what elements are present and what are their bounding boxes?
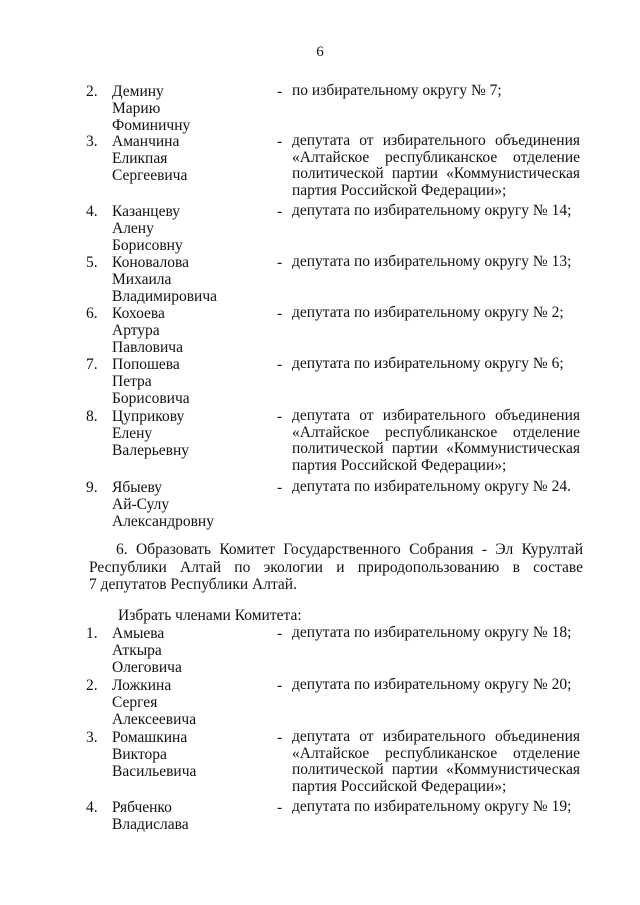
- description-line: депутата по избирательному округу № 20;: [292, 676, 572, 693]
- item-number: 3.: [86, 133, 98, 150]
- name-line: Марию: [112, 100, 161, 117]
- elect-label: Избрать членами Комитета:: [118, 607, 302, 624]
- name-line: Сергея: [112, 694, 158, 711]
- name-line: Кохоева: [112, 305, 165, 322]
- name-line: Ложкина: [112, 677, 172, 694]
- description-line: депутата от избирательного объединения: [292, 407, 580, 424]
- description-line: «Алтайское республиканское отделение: [292, 148, 580, 166]
- name-line: Васильевича: [112, 763, 197, 780]
- name-line: Петра: [112, 373, 152, 390]
- name-line: Виктора: [112, 746, 167, 763]
- item-number: 6.: [86, 305, 98, 322]
- member-name: [112, 305, 262, 356]
- name-line: Фоминичну: [112, 117, 191, 134]
- member-description: [292, 729, 580, 795]
- description-line: партия Российской Федерации»;: [292, 181, 507, 199]
- name-line: Ябыеву: [112, 479, 163, 496]
- name-line: Валерьевну: [112, 442, 190, 459]
- name-line: Елену: [112, 425, 153, 442]
- name-line: Ай-Сулу: [112, 496, 170, 513]
- description-line: партия Российской Федерации»;: [292, 777, 507, 795]
- description-line: депутата по избирательному округу № 2;: [292, 304, 564, 321]
- paragraph-line: 6. Образовать Комитет Государственного Собрания - Эл Курултай: [116, 541, 583, 558]
- description-line: депутата по избирательному округу № 24.: [292, 478, 571, 495]
- dash-separator: -: [277, 356, 283, 373]
- description-line: «Алтайское республиканское отделение: [292, 744, 580, 762]
- description-line: депутата по избирательному округу № 18;: [292, 624, 572, 641]
- dash-separator: -: [277, 305, 283, 322]
- dash-separator: -: [277, 133, 283, 150]
- item-number: 4.: [86, 203, 98, 220]
- member-name: [112, 356, 262, 407]
- description-line: политической партии «Коммунистическая: [292, 165, 580, 182]
- member-description: [292, 305, 580, 322]
- name-line: Александровну: [112, 513, 214, 530]
- name-line: Михаила: [112, 271, 172, 288]
- item-number: 1.: [86, 625, 98, 642]
- name-line: Попошева: [112, 356, 180, 373]
- member-name: [112, 677, 262, 728]
- dash-separator: -: [277, 254, 283, 271]
- description-line: депутата по избирательному округу № 19;: [292, 798, 572, 815]
- member-description: [292, 254, 580, 271]
- name-line: Алексеевича: [112, 711, 197, 728]
- item-number: 4.: [86, 799, 98, 816]
- item-number: 2.: [86, 83, 98, 100]
- member-name: [112, 83, 262, 134]
- member-name: [112, 729, 262, 780]
- name-line: Демину: [112, 83, 164, 100]
- member-description: [292, 83, 580, 100]
- dash-separator: -: [277, 729, 283, 746]
- member-name: [112, 133, 262, 184]
- member-name: [112, 408, 262, 459]
- name-line: Ромашкина: [112, 729, 188, 746]
- name-line: Сергеевича: [112, 167, 188, 184]
- item-number: 9.: [86, 479, 98, 496]
- description-line: «Алтайское республиканское отделение: [292, 423, 580, 441]
- dash-separator: -: [277, 625, 283, 642]
- member-description: [292, 677, 580, 694]
- description-line: депутата по избирательному округу № 14;: [292, 202, 572, 219]
- item-number: 5.: [86, 254, 98, 271]
- member-name: [112, 203, 262, 254]
- item-number: 8.: [86, 408, 98, 425]
- paragraph-6: [89, 541, 583, 594]
- dash-separator: -: [277, 83, 283, 100]
- member-description: [292, 408, 580, 474]
- name-line: Владимировича: [112, 288, 218, 305]
- member-description: [292, 799, 580, 816]
- paragraph-line: 7 депутатов Республики Алтай.: [89, 576, 297, 593]
- name-line: Алену: [112, 220, 154, 237]
- name-line: Амыева: [112, 625, 165, 642]
- name-line: Аманчина: [112, 133, 180, 150]
- item-number: 2.: [86, 677, 98, 694]
- dash-separator: -: [277, 479, 283, 496]
- name-line: Цуприкову: [112, 408, 185, 425]
- member-description: [292, 356, 580, 373]
- name-line: Рябченко: [112, 799, 172, 816]
- description-line: политической партии «Коммунистическая: [292, 761, 580, 778]
- description-line: депутата от избирательного объединения: [292, 132, 580, 149]
- dash-separator: -: [277, 408, 283, 425]
- name-line: Борисовича: [112, 390, 190, 407]
- description-line: депутата по избирательному округу № 6;: [292, 355, 564, 372]
- dash-separator: -: [277, 677, 283, 694]
- description-line: партия Российской Федерации»;: [292, 456, 507, 474]
- member-description: [292, 133, 580, 199]
- name-line: Олеговича: [112, 659, 182, 676]
- item-number: 3.: [86, 729, 98, 746]
- description-line: депутата от избирательного объединения: [292, 728, 580, 745]
- name-line: Казанцеву: [112, 203, 181, 220]
- item-number: 7.: [86, 356, 98, 373]
- member-name: [112, 799, 262, 833]
- member-description: [292, 625, 580, 642]
- paragraph-line: Республики Алтай по экологии и природопользованию в составе: [89, 558, 583, 576]
- name-line: Еликпая: [112, 150, 168, 167]
- name-line: Владислава: [112, 816, 189, 833]
- member-name: [112, 254, 262, 305]
- dash-separator: -: [277, 203, 283, 220]
- name-line: Артура: [112, 322, 160, 339]
- description-line: по избирательному округу № 7;: [292, 82, 502, 99]
- name-line: Борисовну: [112, 237, 183, 254]
- description-line: политической партии «Коммунистическая: [292, 440, 580, 457]
- name-line: Коновалова: [112, 254, 189, 271]
- description-line: депутата по избирательному округу № 13;: [292, 253, 572, 270]
- name-line: Аткыра: [112, 642, 162, 659]
- page-number: 6: [316, 44, 324, 60]
- member-description: [292, 479, 580, 496]
- member-name: [112, 625, 262, 676]
- name-line: Павловича: [112, 339, 183, 356]
- member-description: [292, 203, 580, 220]
- member-name: [112, 479, 262, 530]
- dash-separator: -: [277, 799, 283, 816]
